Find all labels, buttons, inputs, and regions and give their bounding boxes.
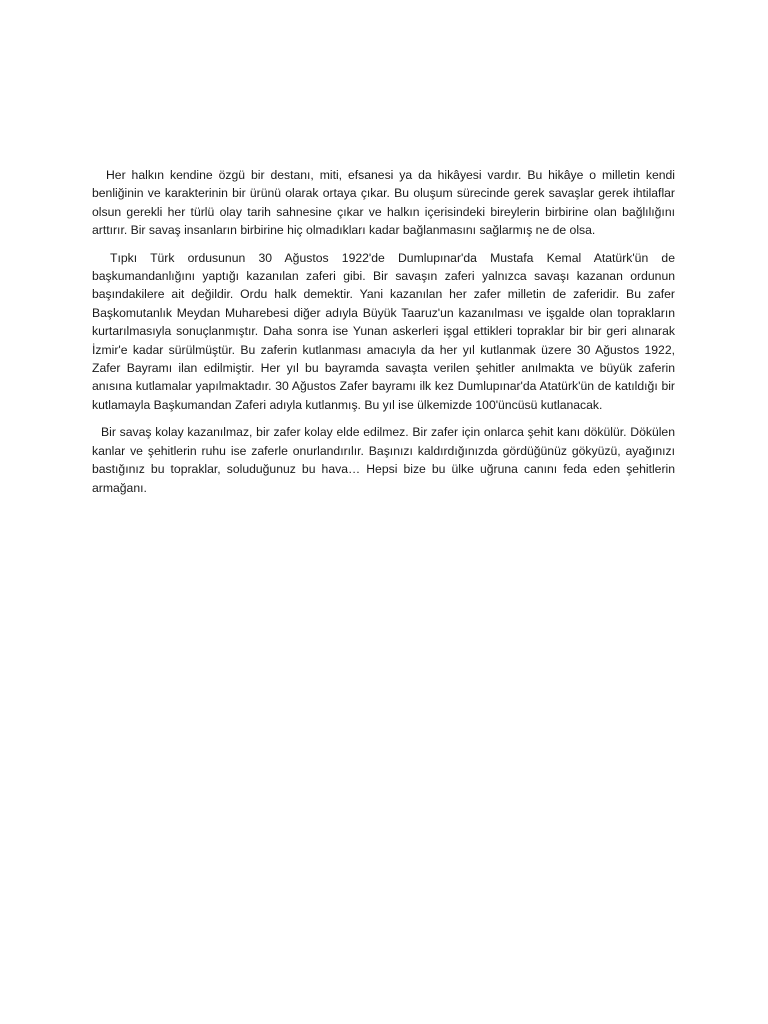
paragraph-1: Her halkın kendine özgü bir destanı, miti, efsanesi ya da hikâyesi vardır. Bu hikâye o milletin kendi benliğinin ve karakterinin bir ürünü olarak ortaya çıkar. Bu oluşum sürecinde gerek savaşlar gerek ihtilaflar olsun gerekli her türlü olay tarih sahnesine çıkar ve halkın içerisindeki bireylerin birbirine olan bağlılığını arttırır. Bir savaş insanların birbirine hiç olmadıkları kadar bağlanmasını sağlarmış ne de olsa. [92,168,675,238]
paragraph-2: Tıpkı Türk ordusunun 30 Ağustos 1922'de Dumlupınar'da Mustafa Kemal Atatürk'ün de başkumandanlığını yaptığı kazanılan zaferi gibi. Bir savaşın zaferi yalnızca savaşı kazanan ordunun başındakilere ait değildir. Ordu halk demektir. Yani kazanılan her zafer milletin de zaferidir. Bu zafer Başkomutanlık Meydan Muharebesi diğer adıyla Büyük Taaruz'un kazanılması ve işgalde olan toprakların kurtarılmasıyla sonuçlanmıştır. Daha sonra ise Yunan askerleri işgal ettikleri topraklar bir bir geri alınarak İzmir'e kadar sürülmüştür. Bu zaferin kutlanması amacıyla da her yıl kutlanmak üzere 30 Ağustos 1922, Zafer Bayramı ilan edilmiştir. Her yıl bu bayramda savaşta verilen şehitler anılmakta ve büyük zaferin anısına kutlamalar yapılmaktadır. 30 Ağustos Zafer bayramı ilk kez Dumlupınar'da Atatürk'ün de katıldığı bir kutlamayla Başkumandan Zaferi adıyla kutlanmış. Bu yıl ise ülkemizde 100'üncüsü kutlanacak. [92,250,675,412]
paragraph-3: Bir savaş kolay kazanılmaz, bir zafer kolay elde edilmez. Bir zafer için onlarca şehit kanı dökülür. Dökülen kanlar ve şehitlerin ruhu ise zaferle onurlandırılır. Başınızı kaldırdığınızda gördüğünüz gökyüzü, ayağınızı bastığınız bu topraklar, soluduğunuz bu hava… Hepsi bize bu ülke uğruna canını feda eden şehitlerin armağanı. [92,425,675,495]
document-body [92,166,675,506]
